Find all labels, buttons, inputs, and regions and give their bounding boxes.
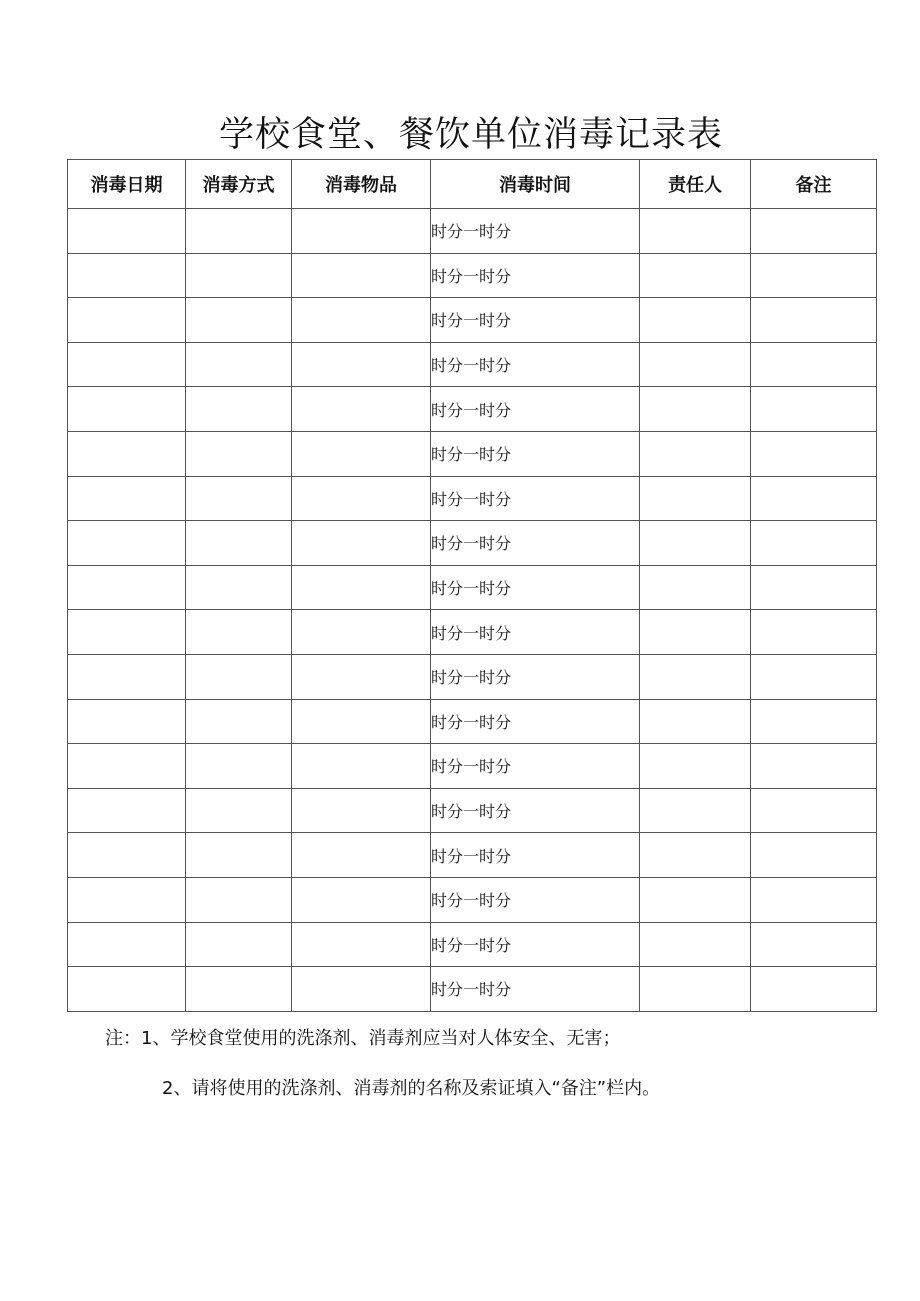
date-cell[interactable] (68, 877, 186, 922)
date-cell[interactable] (68, 298, 186, 343)
time-cell: 时分一时分 (431, 877, 640, 922)
date-cell[interactable] (68, 922, 186, 967)
date-cell[interactable] (68, 342, 186, 387)
items-cell[interactable] (292, 833, 431, 878)
remarks-cell[interactable] (751, 209, 877, 254)
method-cell[interactable] (186, 521, 292, 566)
items-cell[interactable] (292, 967, 431, 1012)
responsible-cell[interactable] (640, 744, 751, 789)
date-cell[interactable] (68, 387, 186, 432)
header-responsible-person: 责任人 (640, 160, 751, 209)
table-header-row (68, 160, 877, 209)
table-row (68, 565, 877, 610)
method-cell[interactable] (186, 922, 292, 967)
header-disinfect-time: 消毒时间 (431, 160, 640, 209)
time-cell: 时分一时分 (431, 387, 640, 432)
method-cell[interactable] (186, 699, 292, 744)
table-row (68, 877, 877, 922)
responsible-cell[interactable] (640, 387, 751, 432)
page-title: 学校食堂、餐饮单位消毒记录表 (218, 115, 723, 155)
responsible-cell[interactable] (640, 209, 751, 254)
remarks-cell[interactable] (751, 521, 877, 566)
date-cell[interactable] (68, 521, 186, 566)
date-cell[interactable] (68, 476, 186, 521)
time-cell: 时分一时分 (431, 342, 640, 387)
time-cell: 时分一时分 (431, 521, 640, 566)
table-row (68, 387, 877, 432)
responsible-cell[interactable] (640, 565, 751, 610)
method-cell[interactable] (186, 967, 292, 1012)
items-cell[interactable] (292, 744, 431, 789)
items-cell[interactable] (292, 342, 431, 387)
table-row (68, 342, 877, 387)
responsible-cell[interactable] (640, 431, 751, 476)
items-cell[interactable] (292, 565, 431, 610)
remarks-cell[interactable] (751, 298, 877, 343)
date-cell[interactable] (68, 431, 186, 476)
method-cell[interactable] (186, 298, 292, 343)
time-cell: 时分一时分 (431, 253, 640, 298)
remarks-cell[interactable] (751, 342, 877, 387)
disinfection-record-table (67, 159, 877, 1012)
remarks-cell[interactable] (751, 922, 877, 967)
items-cell[interactable] (292, 699, 431, 744)
table-row (68, 253, 877, 298)
date-cell[interactable] (68, 654, 186, 699)
time-cell: 时分一时分 (431, 565, 640, 610)
table-row (68, 610, 877, 655)
method-cell[interactable] (186, 476, 292, 521)
remarks-cell[interactable] (751, 387, 877, 432)
method-cell[interactable] (186, 744, 292, 789)
method-cell[interactable] (186, 654, 292, 699)
responsible-cell[interactable] (640, 699, 751, 744)
items-cell[interactable] (292, 431, 431, 476)
date-cell[interactable] (68, 565, 186, 610)
responsible-cell[interactable] (640, 342, 751, 387)
responsible-cell[interactable] (640, 253, 751, 298)
time-cell: 时分一时分 (431, 298, 640, 343)
responsible-cell[interactable] (640, 521, 751, 566)
items-cell[interactable] (292, 209, 431, 254)
note-line-2: 2、请将使用的洗涤剂、消毒剂的名称及索证填入“备注”栏内。 (162, 1078, 661, 1099)
remarks-cell[interactable] (751, 654, 877, 699)
time-cell: 时分一时分 (431, 967, 640, 1012)
note-line-1: 注：1、学校食堂使用的洗涤剂、消毒剂应当对人体安全、无害； (105, 1028, 621, 1049)
remarks-cell[interactable] (751, 788, 877, 833)
remarks-cell[interactable] (751, 253, 877, 298)
table-row (68, 298, 877, 343)
table-row (68, 431, 877, 476)
responsible-cell[interactable] (640, 654, 751, 699)
responsible-cell[interactable] (640, 967, 751, 1012)
table-body (68, 209, 877, 1012)
header-disinfect-date: 消毒日期 (68, 160, 186, 209)
table-row (68, 967, 877, 1012)
date-cell[interactable] (68, 833, 186, 878)
table-row (68, 476, 877, 521)
time-cell: 时分一时分 (431, 654, 640, 699)
remarks-cell[interactable] (751, 565, 877, 610)
items-cell[interactable] (292, 654, 431, 699)
time-cell: 时分一时分 (431, 699, 640, 744)
method-cell[interactable] (186, 253, 292, 298)
method-cell[interactable] (186, 788, 292, 833)
remarks-cell[interactable] (751, 833, 877, 878)
date-cell[interactable] (68, 209, 186, 254)
remarks-cell[interactable] (751, 476, 877, 521)
time-cell: 时分一时分 (431, 476, 640, 521)
table-row (68, 654, 877, 699)
table-row (68, 209, 877, 254)
items-cell[interactable] (292, 253, 431, 298)
items-cell[interactable] (292, 387, 431, 432)
method-cell[interactable] (186, 833, 292, 878)
table-row (68, 744, 877, 789)
items-cell[interactable] (292, 610, 431, 655)
remarks-cell[interactable] (751, 744, 877, 789)
table-row (68, 788, 877, 833)
remarks-cell[interactable] (751, 877, 877, 922)
time-cell: 时分一时分 (431, 788, 640, 833)
time-cell: 时分一时分 (431, 744, 640, 789)
remarks-cell[interactable] (751, 967, 877, 1012)
table-row (68, 521, 877, 566)
remarks-cell[interactable] (751, 610, 877, 655)
method-cell[interactable] (186, 610, 292, 655)
time-cell: 时分一时分 (431, 431, 640, 476)
method-cell[interactable] (186, 431, 292, 476)
responsible-cell[interactable] (640, 833, 751, 878)
date-cell[interactable] (68, 744, 186, 789)
table-row (68, 833, 877, 878)
method-cell[interactable] (186, 209, 292, 254)
table-row (68, 699, 877, 744)
items-cell[interactable] (292, 922, 431, 967)
time-cell: 时分一时分 (431, 922, 640, 967)
items-cell[interactable] (292, 298, 431, 343)
remarks-cell[interactable] (751, 699, 877, 744)
header-disinfect-method: 消毒方式 (186, 160, 292, 209)
responsible-cell[interactable] (640, 476, 751, 521)
date-cell[interactable] (68, 967, 186, 1012)
header-remarks: 备注 (751, 160, 877, 209)
date-cell[interactable] (68, 253, 186, 298)
responsible-cell[interactable] (640, 922, 751, 967)
time-cell: 时分一时分 (431, 610, 640, 655)
method-cell[interactable] (186, 877, 292, 922)
date-cell[interactable] (68, 610, 186, 655)
responsible-cell[interactable] (640, 788, 751, 833)
date-cell[interactable] (68, 788, 186, 833)
responsible-cell[interactable] (640, 610, 751, 655)
items-cell[interactable] (292, 877, 431, 922)
responsible-cell[interactable] (640, 298, 751, 343)
time-cell: 时分一时分 (431, 209, 640, 254)
method-cell[interactable] (186, 387, 292, 432)
responsible-cell[interactable] (640, 877, 751, 922)
header-disinfect-items: 消毒物品 (292, 160, 431, 209)
items-cell[interactable] (292, 476, 431, 521)
items-cell[interactable] (292, 788, 431, 833)
time-cell: 时分一时分 (431, 833, 640, 878)
remarks-cell[interactable] (751, 431, 877, 476)
items-cell[interactable] (292, 521, 431, 566)
method-cell[interactable] (186, 565, 292, 610)
table-row (68, 922, 877, 967)
date-cell[interactable] (68, 699, 186, 744)
method-cell[interactable] (186, 342, 292, 387)
